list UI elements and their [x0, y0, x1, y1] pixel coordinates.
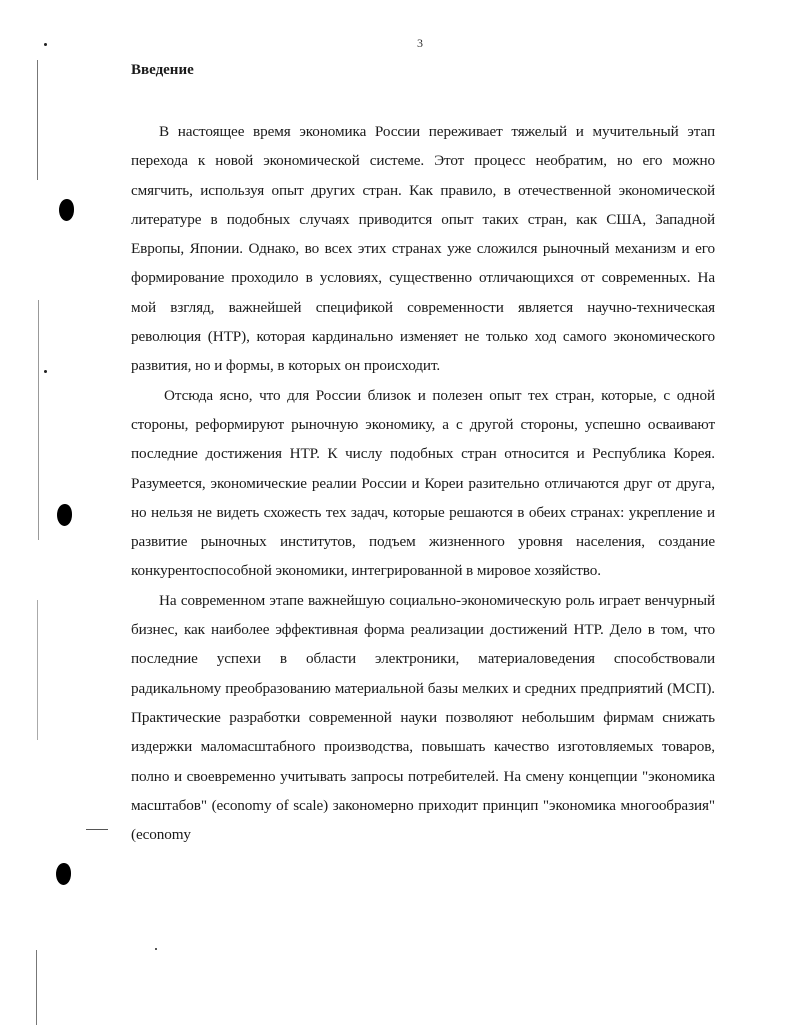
scan-margin-line	[37, 600, 38, 740]
paragraph: В настоящее время экономика России переживает тяжелый и мучительный этап перехода к новой экономической системе. Этот процесс необратим, но его можно смягчить, используя опыт других стран. Как правило, в отечественной экономической литературе в подобных случаях приводится опыт таких стран, как США, Западной Европы, Японии. Однако, во всех этих странах уже сложился рыночный механизм и его формирование проходило в условиях, существенно отличающихся от современных. На мой взгляд, важнейшей спецификой современности является научно-техническая революция (НТР), которая кардинально изменяет не только ход самого экономического развития, но и формы, в которых он происходит.	[131, 123, 715, 375]
page-number: 3	[417, 36, 423, 50]
punch-hole-middle	[57, 504, 72, 526]
punch-hole-bottom	[56, 863, 71, 885]
scan-margin-line	[36, 950, 37, 1025]
scan-dash-mark	[86, 829, 108, 830]
scan-dot-mark	[44, 43, 47, 46]
scan-margin-line	[38, 300, 39, 540]
scan-dot-mark	[44, 370, 47, 373]
paragraph: На современном этапе важнейшую социально-экономическую роль играет венчурный бизнес, как наиболее эффективная форма реализации достижений НТР. Дело в том, что последние успехи в области электроники, материаловедения способствовали радикальному преобразованию материальной базы мелких и средних предприятий (МСП). Практические разработки современной науки позволяют небольшим фирмам снижать издержки маломасштабного производства, повышать качество изготовляемых товаров, полно и своевременно учитывать запросы потребителей. На смену концепции "экономика масштабов" (economy of scale) закономерно приходит принцип "экономика многообразия" (economy	[131, 591, 715, 844]
body-text	[131, 117, 715, 849]
paragraph: Отсюда ясно, что для России близок и полезен опыт тех стран, которые, с одной стороны, реформируют рыночную экономику, а с другой стороны, успешно осваивают последние достижения НТР. К числу подобных стран относится и Республика Корея. Разумеется, экономические реалии России и Кореи разительно отличаются друг от друга, но нельзя не видеть схожесть тех задач, которые решаются в обеих странах: укрепление и развитие рыночных институтов, подъем жизненного уровня населения, создание конкурентоспособной экономики, интегрированной в мировое хозяйство.	[131, 386, 715, 580]
scan-margin-line	[37, 60, 38, 180]
punch-hole-top	[59, 199, 74, 221]
scan-dot-mark	[155, 948, 157, 950]
section-heading: Введение	[131, 62, 194, 78]
